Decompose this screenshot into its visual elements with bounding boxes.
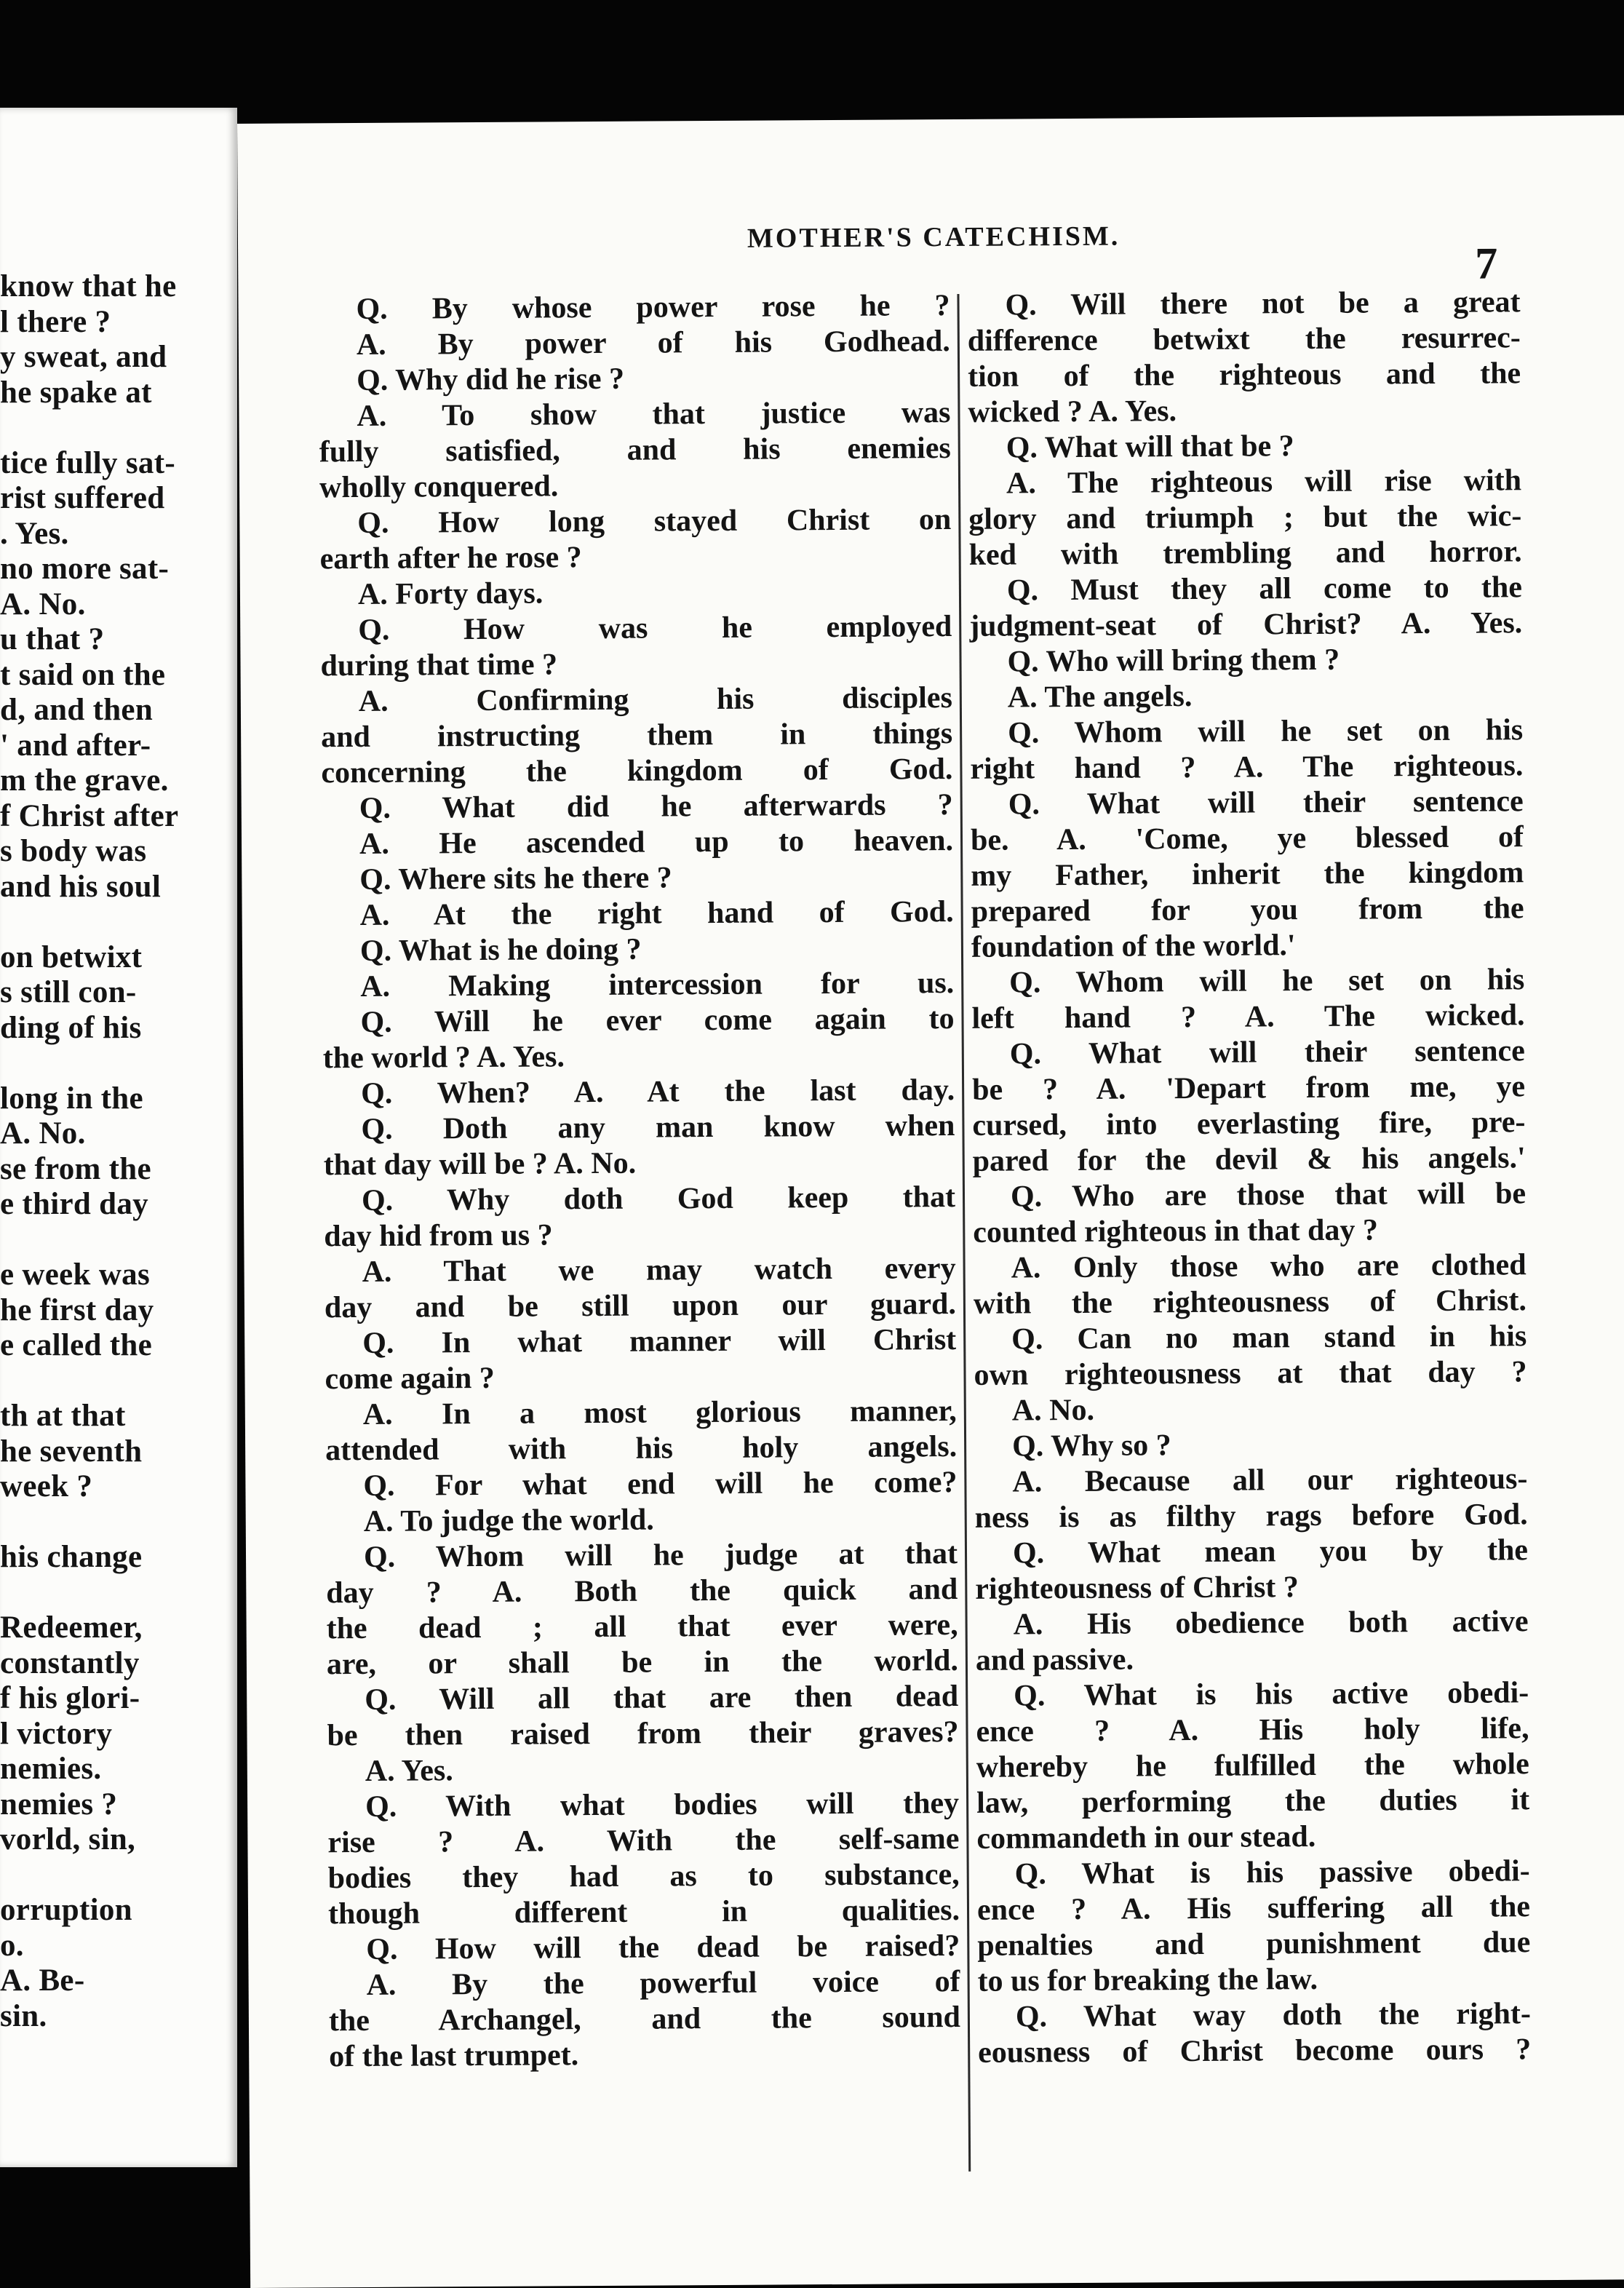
left-page-line: ' and after- [0, 728, 151, 763]
left-page-line: s body was [0, 834, 147, 868]
text-line: are, or shall be in the world. [326, 1643, 959, 1682]
text-line: ence ? A. His suffering all the [976, 1890, 1531, 1927]
text-line: A. Confirming his disciples [358, 681, 952, 718]
text-line: and passive. [975, 1642, 1134, 1677]
text-line: come again ? [325, 1361, 495, 1397]
left-page-line: A. No. [0, 1116, 86, 1151]
text-line: A. His obedience both active [1013, 1605, 1529, 1642]
text-line: Q. Whom will he set on his [1007, 713, 1524, 750]
text-line: Q. What is his active obedi- [1014, 1676, 1529, 1713]
text-line: A. No. [1011, 1393, 1095, 1428]
text-line: Q. Who are those that will be [1010, 1177, 1527, 1214]
text-line: difference betwixt the resurrec- [967, 321, 1521, 358]
left-page-line: sin. [0, 1998, 47, 2033]
text-line: A. Making intercession for us. [360, 966, 955, 1004]
text-line: day ? A. Both the quick and [326, 1572, 958, 1610]
text-line: ked with trembling and horror. [968, 535, 1522, 572]
text-line: Q. When? A. At the last day. [361, 1073, 955, 1111]
text-line: A. Forty days. [357, 576, 544, 611]
left-page-line: week ? [0, 1469, 93, 1504]
text-line: penalties and punishment due [977, 1926, 1531, 1963]
text-line: judgment-seat of Christ? A. Yes. [969, 606, 1523, 643]
text-line: Q. Who will bring them ? [1007, 643, 1340, 679]
text-line: the world ? A. Yes. [322, 1040, 565, 1076]
text-line: Q. What mean you by the [1012, 1533, 1529, 1570]
text-line: be then raised from their graves? [327, 1715, 959, 1753]
text-line: Q. Why doth God keep that [361, 1180, 956, 1218]
text-line: tion of the righteous and the [968, 357, 1521, 394]
left-page-line: Redeemer, [0, 1610, 143, 1645]
text-line: Q. What is his passive obedi- [1014, 1854, 1530, 1891]
left-page-text [0, 269, 237, 2034]
text-line: Q. For what end will he come? [363, 1465, 958, 1503]
text-line: foundation of the world.' [971, 929, 1296, 964]
text-line: Q. What did he afterwards ? [359, 788, 953, 825]
text-line: whereby he fulfilled the whole [976, 1747, 1529, 1784]
text-line: ence ? A. His holy life, [976, 1712, 1529, 1749]
left-page-line [0, 1046, 237, 1081]
text-line: Q. What is he doing ? [359, 932, 642, 968]
text-line: counted righteous in that day ? [973, 1213, 1379, 1250]
text-line: A. By the powerful voice of [366, 1964, 960, 2002]
text-line: Q. Why did he rise ? [357, 362, 625, 398]
text-line: that day will be ? A. No. [323, 1146, 637, 1183]
left-page-line: . Yes. [0, 516, 69, 551]
text-line: right hand ? A. The righteous. [970, 749, 1524, 786]
left-page-line: he seventh [0, 1434, 143, 1469]
text-line: A. By power of his Godhead. [356, 325, 950, 362]
text-line: A. The angels. [1007, 679, 1193, 715]
text-line: Q. Why so ? [1011, 1429, 1171, 1463]
left-page-line: l there ? [0, 304, 111, 339]
text-line: Q. What will their sentence [1008, 784, 1524, 822]
left-page-line [0, 1223, 237, 1258]
text-line: A. In a most glorious manner, [362, 1394, 957, 1431]
text-line: bodies they had as to substance, [327, 1857, 960, 1896]
text-line: left hand ? A. The wicked. [971, 998, 1525, 1036]
left-page-line: orruption [0, 1893, 132, 1927]
left-page-line: ding of his [0, 1010, 142, 1045]
text-line: my Father, inherit the kingdom [971, 856, 1524, 893]
left-page-line: se from the [0, 1151, 151, 1186]
text-line: Q. Must they all come to the [1006, 571, 1523, 608]
text-column-left [318, 288, 960, 2075]
text-line: commandeth in our stead. [976, 1819, 1316, 1856]
text-line: Q. Doth any man know when [361, 1109, 955, 1146]
left-page-line [0, 410, 237, 446]
left-page-line: s still con- [0, 975, 137, 1009]
left-page-line: no more sat- [0, 552, 170, 586]
left-page-line: nemies ? [0, 1787, 118, 1822]
text-line: glory and triumph ; but the wic- [968, 499, 1522, 536]
text-line: Q. What way doth the right- [1015, 1997, 1532, 2034]
text-line: A. Only those who are clothed [1011, 1248, 1527, 1285]
left-page-line: y sweat, and [0, 340, 167, 374]
left-page-line: u that ? [0, 622, 105, 656]
left-page-line: rist suffered [0, 481, 165, 515]
left-page-line: he spake at [0, 375, 152, 410]
text-line: prepared for you from the [971, 891, 1524, 929]
text-line: day and be still upon our guard. [324, 1287, 957, 1325]
text-line: Q. Whom will he set on his [1009, 963, 1525, 1000]
left-page-line: he first day [0, 1292, 154, 1327]
text-line: Q. What will that be ? [1006, 429, 1294, 465]
left-page-line: A. No. [0, 587, 86, 621]
left-page-line: o. [0, 1928, 24, 1963]
text-line: cursed, into everlasting fire, pre- [972, 1105, 1526, 1143]
left-page-line: d, and then [0, 693, 154, 727]
text-line: with the righteousness of Christ. [973, 1284, 1527, 1321]
left-page-line: on betwixt [0, 940, 143, 974]
text-line: Q. By whose power rose he ? [356, 289, 950, 327]
left-page-line [0, 1858, 237, 1894]
text-line: A. Yes. [365, 1754, 453, 1788]
text-line: Q. With what bodies will they [365, 1786, 960, 1824]
running-header: MOTHER'S CATECHISM. [747, 221, 1121, 254]
left-page-line: l victory [0, 1716, 113, 1751]
text-line: A. To show that justice was [357, 396, 951, 434]
left-page-line: A. Be- [0, 1963, 85, 1998]
left-page-line: tice fully sat- [0, 445, 175, 480]
text-line: law, performing the duties it [976, 1783, 1530, 1820]
left-page-line: th at that [0, 1399, 126, 1433]
left-page-line [0, 1576, 237, 1611]
text-line: Q. How long stayed Christ on [357, 503, 952, 540]
text-line: Q. Whom will he judge at that [363, 1536, 958, 1574]
left-page-line: e third day [0, 1187, 148, 1221]
text-line: day hid from us ? [324, 1218, 553, 1254]
left-page-line [0, 1505, 237, 1541]
text-line: attended with his holy angels. [325, 1429, 958, 1468]
left-page-line: t said on the [0, 657, 166, 692]
text-line: Q. Where sits he there ? [359, 861, 672, 897]
text-line: Q. What will their sentence [1009, 1034, 1525, 1071]
text-line: to us for breaking the law. [977, 1962, 1318, 1998]
text-line: rise ? A. With the self-same [327, 1822, 960, 1860]
text-line: righteousness of Christ ? [975, 1570, 1299, 1606]
left-page-line [0, 1364, 237, 1399]
text-line: A. At the right hand of God. [359, 895, 954, 932]
text-line: Q. Will all that are then dead [365, 1679, 959, 1717]
text-line: during that time ? [320, 648, 558, 683]
left-page-line: know that he [0, 269, 177, 303]
text-line: Q. In what manner will Christ [362, 1322, 957, 1360]
text-line: the Archangel, and the sound [328, 2000, 961, 2038]
text-column-right [967, 285, 1531, 2071]
text-line: A. He ascended up to heaven. [359, 824, 954, 861]
text-line: the dead ; all that ever were, [326, 1608, 958, 1646]
text-line: pared for the devil & his angels.' [972, 1141, 1526, 1178]
page-number: 7 [1475, 239, 1498, 289]
left-page-line [0, 905, 237, 940]
left-page-line: long in the [0, 1081, 143, 1116]
text-line: A. That we may watch every [362, 1251, 956, 1289]
text-line: though different in qualities. [327, 1893, 960, 1931]
left-page-line: m the grave. [0, 763, 169, 798]
text-line: earth after he rose ? [319, 541, 582, 576]
left-page-line: e called the [0, 1328, 152, 1362]
left-page [0, 108, 237, 2167]
text-line: Q. Will he ever come again to [360, 1002, 955, 1039]
text-line: Q. How was he employed [358, 610, 952, 647]
text-line: Q. How will the dead be raised? [366, 1928, 960, 1966]
text-line: be ? A. 'Depart from me, ye [971, 1070, 1526, 1107]
left-page-line: vorld, sin, [0, 1822, 136, 1856]
text-line: Q. Can no man stand in his [1011, 1319, 1527, 1356]
text-line: concerning the kingdom of God. [321, 752, 953, 790]
text-line: ness is as filthy rags before God. [974, 1498, 1528, 1535]
text-line: own righteousness at that day ? [974, 1355, 1527, 1392]
text-line: Q. Will there not be a great [1005, 285, 1521, 322]
left-page-line: and his soul [0, 869, 162, 904]
text-line: fully satisfied, and his enemies [319, 432, 951, 469]
text-line: A. The righteous will rise with [1006, 464, 1522, 501]
text-line: wholly conquered. [319, 469, 559, 505]
text-line: eousness of Christ become ours ? [978, 2033, 1532, 2070]
left-page-line: constantly [0, 1645, 140, 1680]
text-line: be. A. 'Come, ye blessed of [970, 820, 1524, 857]
left-page-line: f his glori- [0, 1681, 140, 1715]
left-page-line: e week was [0, 1258, 151, 1292]
left-page-line: f Christ after [0, 798, 179, 833]
text-line: wicked ? A. Yes. [968, 394, 1177, 429]
text-line: of the last trumpet. [329, 2038, 579, 2074]
left-page-line: nemies. [0, 1752, 102, 1786]
text-line: A. To judge the world. [363, 1503, 654, 1538]
text-line: A. Because all our righteous- [1012, 1462, 1528, 1499]
right-page [237, 115, 1624, 2288]
text-line: and instructing them in things [321, 717, 953, 755]
left-page-line: his change [0, 1540, 143, 1574]
